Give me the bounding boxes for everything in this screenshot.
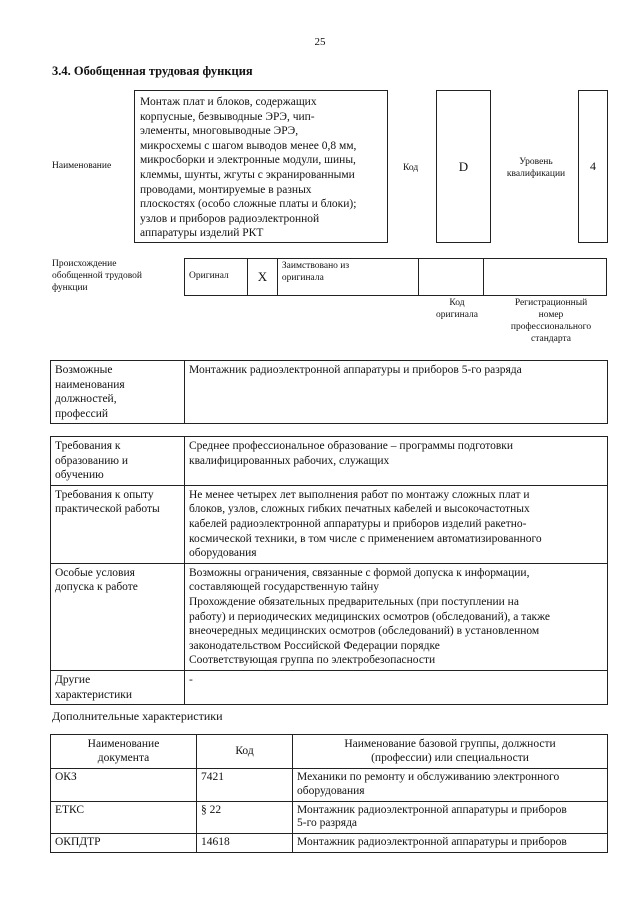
code-original-cell [418,259,484,296]
origin-table [184,258,607,296]
function-name-line: микросхемы с шагом выводов менее 0,8 мм, [140,139,357,152]
requirement-value-line: Соответствующая группа по электробезопасности [189,654,436,667]
requirement-label-line: обучению [55,469,104,482]
original-label: Оригинал [185,259,248,296]
origin-label-line: функции [52,282,88,293]
function-name-line: микросборки и электронные модули, шины, [140,154,356,167]
requirement-label [51,670,185,704]
header-document-line: Наименование [87,737,160,750]
requirement-label-line: Требования к опыту [55,488,154,501]
row-description-line: оборудования [297,784,365,797]
level-label-line: квалификации [506,168,566,179]
positions-label-line: наименования [55,378,125,391]
level-label-line: Уровень [519,157,553,167]
requirement-label-line: Требования к [55,440,121,452]
function-name-line: клеммы, шунты, жгуты с экранированными [140,168,355,181]
requirement-value-line: внеочередных медицинских осмотров (обследований) в установленном [189,625,540,638]
requirements-row [51,563,608,670]
level-label [496,157,576,181]
requirement-value-line: законодательством Российской Федерации порядке [189,639,440,652]
reg-number-line: номер [538,309,564,320]
requirements-row [51,437,608,486]
requirement-value [185,563,608,670]
requirement-value-line: Прохождение обязательных предварительных (при поступлении на [189,595,519,608]
function-name-box [134,90,388,243]
reg-number-cell [484,259,607,296]
row-description [293,801,608,834]
table-row [51,834,608,853]
function-name-line: плоскостях (особо сложные платы и блоки); [140,198,357,211]
row-document: ЕТКС [51,801,197,834]
additional-title: Дополнительные характеристики [52,709,223,723]
section-title: 3.4. Обобщенная трудовая функция [52,64,253,78]
row-description [293,769,608,802]
reg-number-line: профессионального [510,321,592,332]
requirements-row [51,670,608,704]
row-description-line: Монтажник радиоэлектронной аппаратуры и приборов [297,803,567,816]
function-name-line: узлов и приборов радиоэлектронной [140,212,320,225]
requirement-value [185,437,608,486]
requirement-value-line: составляющей государственную тайну [189,581,380,594]
header-base-group-line: Наименование базовой группы, должности [344,737,556,750]
header-base-group [293,735,608,769]
row-code: 7421 [197,769,293,802]
requirement-label-line: характеристики [55,688,133,701]
row-document: ОКЗ [51,769,197,802]
requirement-value-line: Не менее четырех лет выполнения работ по монтажу сложных плат и [189,488,530,501]
requirement-value [185,670,608,704]
requirement-value-line: космической техники, в том числе с применением автоматизированного [189,532,542,545]
requirement-value-line: квалифицированных рабочих, служащих [189,454,390,467]
positions-table [50,360,608,424]
positions-label-line: профессий [55,407,109,420]
code-original-line: Код [449,298,465,308]
row-code: 14618 [197,834,293,853]
function-name-line: проводами, монтируемые в разных [140,183,312,196]
header-base-group-line: (профессии) или специальности [371,751,529,764]
code-original-line: оригинала [436,309,478,320]
origin-label-line: Происхождение [52,259,117,269]
name-label: Наименование [52,161,112,171]
table-row [51,801,608,834]
row-description-line: Монтажник радиоэлектронной аппаратуры и приборов [297,836,567,849]
row-code: § 22 [197,801,293,834]
header-code: Код [197,735,293,769]
row-description-line: 5-го разряда [297,817,358,830]
header-document [51,735,197,769]
requirement-value-line: Возможны ограничения, связанные с формой допуска к информации, [189,566,530,579]
table-row [51,769,608,802]
level-value: 4 [578,90,608,243]
function-name-line: аппаратуры изделий РКТ [140,227,264,240]
requirement-value [185,485,608,563]
original-mark: X [247,259,277,296]
row-document: ОКПДТР [51,834,197,853]
requirement-value-line: кабелей радиоэлектронной аппаратуры и приборов изделий ракетно- [189,517,527,530]
origin-label-line: обобщенной трудовой [52,270,142,281]
positions-label-line: Возможные [55,364,113,376]
row-description [293,834,608,853]
code-value: D [436,90,491,243]
requirement-value-line: блоков, узлов, сложных гибких печатных кабелей и высокочастотных [189,503,530,516]
positions-label [51,361,185,424]
requirement-label [51,485,185,563]
positions-value: Монтажник радиоэлектронной аппаратуры и приборов 5-го разряда [185,361,608,424]
borrowed-label-line: Заимствовано из [281,261,350,271]
requirement-label [51,437,185,486]
borrowed-label-line: оригинала [281,272,324,283]
requirement-value-line: оборудования [189,547,257,560]
requirement-value-line: работу) и периодических медицинских осмотров (обследований), а также [189,610,551,623]
function-name-line: Монтаж плат и блоков, содержащих [140,96,317,108]
function-name-line: корпусные, безвыводные ЭРЭ, чип- [140,110,315,123]
requirement-label-line: практической работы [55,503,160,516]
reg-number-caption [494,298,608,346]
origin-label [52,259,142,295]
page-number: 25 [314,36,326,48]
requirement-label-line: образованию и [55,454,128,467]
borrowed-label [277,259,418,296]
requirement-value-line: - [189,673,193,686]
reg-number-line: Регистрационный [514,298,588,308]
positions-label-line: должностей, [55,393,117,406]
requirement-label-line: Другие [55,673,91,686]
requirements-row [51,485,608,563]
code-original-caption [420,298,494,322]
additional-header-row [51,735,608,769]
requirement-value-line: Среднее профессиональное образование – программы подготовки [189,440,514,452]
requirement-label [51,563,185,670]
reg-number-line: стандарта [531,333,571,344]
function-name-line: элементы, многовыводные ЭРЭ, [140,125,299,138]
code-label: Код [403,163,419,173]
header-document-line: документа [97,751,150,764]
additional-table [50,734,608,853]
requirements-table [50,436,608,705]
requirement-label-line: Особые условия [55,566,135,579]
row-description-line: Механики по ремонту и обслуживанию электронного [297,771,560,783]
requirement-label-line: допуска к работе [55,581,138,594]
